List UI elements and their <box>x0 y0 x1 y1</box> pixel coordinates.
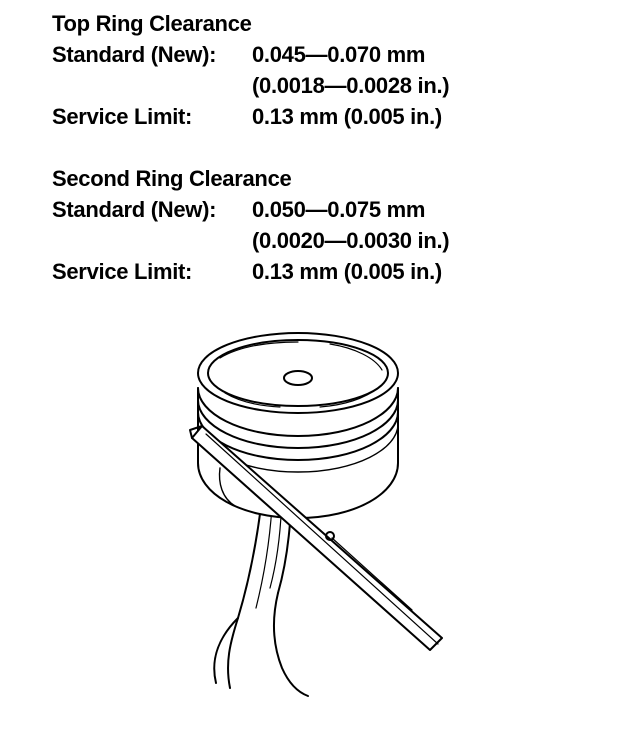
piston <box>198 333 398 518</box>
service-limit-value: 0.13 mm (0.005 in.) <box>252 104 442 129</box>
top-ring-standard-inch-row <box>52 70 449 101</box>
standard-label: Standard (New): <box>52 197 217 222</box>
standard-inch-value: (0.0020—0.0030 in.) <box>252 228 450 253</box>
standard-label: Standard (New): <box>52 42 217 67</box>
piston-feeler-gauge-illustration <box>180 318 470 698</box>
service-limit-label: Service Limit: <box>52 104 193 129</box>
second-ring-standard-inch-row <box>52 225 449 256</box>
service-limit-value: 0.13 mm (0.005 in.) <box>252 259 442 284</box>
top-ring-title: Top Ring Clearance <box>52 11 252 36</box>
second-ring-limit-row <box>52 256 449 287</box>
second-ring-clearance-spec <box>52 163 449 287</box>
second-ring-standard-row <box>52 194 449 225</box>
top-ring-clearance-spec <box>52 8 449 132</box>
top-ring-limit-row <box>52 101 449 132</box>
service-limit-label: Service Limit: <box>52 259 193 284</box>
standard-inch-value: (0.0018—0.0028 in.) <box>252 73 450 98</box>
second-ring-title: Second Ring Clearance <box>52 166 292 191</box>
standard-mm-value: 0.050—0.075 mm <box>252 197 426 222</box>
standard-mm-value: 0.045—0.070 mm <box>252 42 426 67</box>
top-ring-standard-row <box>52 39 449 70</box>
